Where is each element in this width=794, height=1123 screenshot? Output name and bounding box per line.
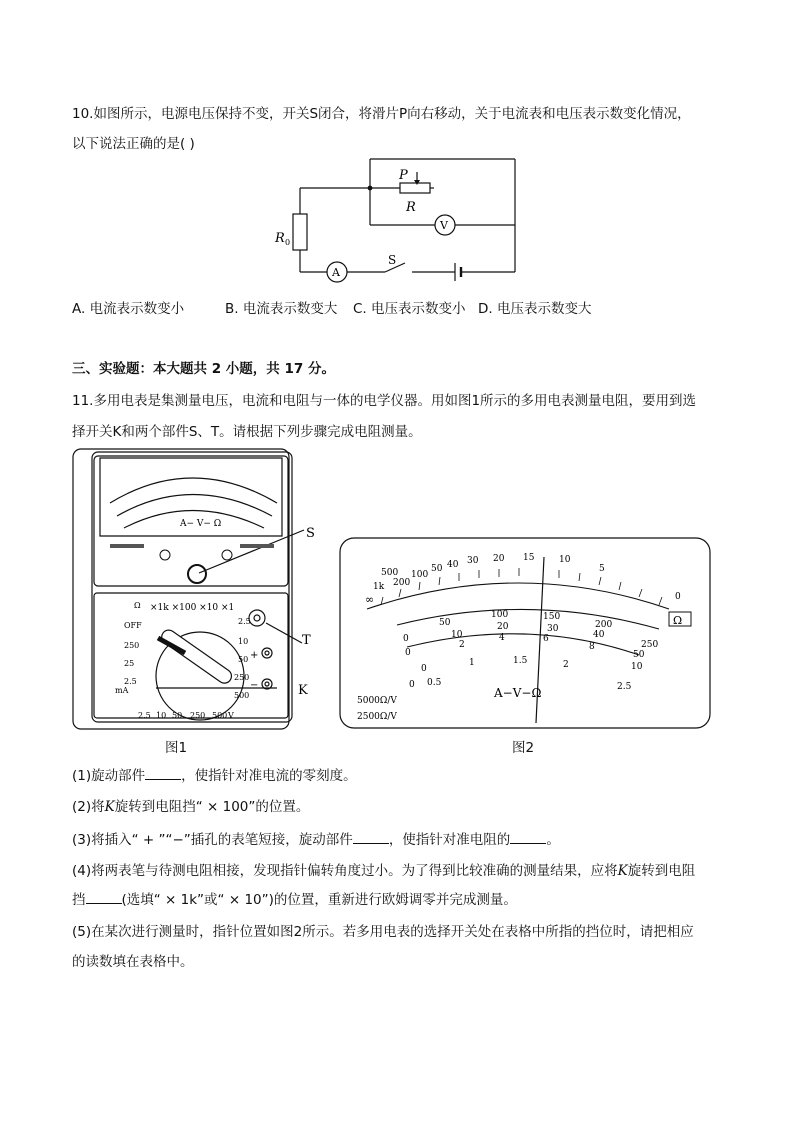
step-4b-post: (选填“ × 1k”或“ × 10”)的位置，重新进行欧姆调零并完成测量。	[121, 892, 517, 908]
fig2-ohm-2: 500	[381, 568, 399, 578]
q10-line2: 以下说法正确的是( )	[72, 136, 195, 152]
step-1	[72, 765, 357, 786]
voltmeter-label: V	[440, 219, 448, 232]
answer-blank-2[interactable]	[353, 829, 389, 844]
step-2-post: 旋转到电阻挡“ × 100”的位置。	[114, 799, 310, 815]
fig2-low-4: 8	[589, 642, 595, 652]
switch-label: S	[388, 253, 397, 267]
fig1-left-range-1: 25	[124, 659, 135, 668]
fig2-ohm-6: 40	[447, 560, 459, 570]
fig1-left-range-2: 2.5	[124, 677, 137, 686]
fig1-plus: +	[250, 650, 259, 661]
step-3-pre: (3)将插入“ + ”“−”插孔的表笔短接，旋动部件	[72, 832, 353, 848]
fig2-mid-0: 0	[405, 648, 411, 658]
step-4b-pre: 挡	[72, 892, 86, 908]
fig1-bottom-range-2: 50	[172, 711, 183, 720]
answer-blank-1[interactable]	[145, 765, 181, 780]
q10-option-a: A. 电流表示数变小	[72, 301, 185, 317]
fig1-label-t: T	[302, 633, 311, 648]
fig2-ohm-5: 50	[431, 564, 443, 574]
fig2-dc-5: 250	[641, 640, 659, 650]
label-p: P	[399, 168, 408, 183]
q11-intro1: 11.多用电表是集测量电压，电流和电阻与一体的电学仪器。用如图1所示的多用电表测量电阻，要用到选	[72, 393, 697, 409]
fig1-bottom-range-1: 10	[156, 711, 167, 720]
fig2-ohm-10: 10	[559, 555, 571, 565]
fig2-ac-3: 1.5	[513, 656, 528, 666]
answer-blank-3[interactable]	[510, 829, 546, 844]
q10-line1: 10.如图所示，电源电压保持不变，开关S闭合，将滑片P向右移动，关于电流表和电压表示数变化情况，	[72, 106, 691, 122]
fig1-off-label: OFF	[124, 621, 142, 630]
fig2-ohm-7: 30	[467, 556, 479, 566]
fig1-ohm-label: Ω	[134, 601, 141, 610]
circuit-diagram	[270, 152, 530, 287]
label-r0-sub: 0	[285, 238, 291, 247]
figure1-caption: 图1	[165, 740, 188, 756]
fig1-ma-label: mA	[115, 686, 129, 695]
fig2-dc-2: 100	[491, 610, 509, 620]
fig1-ranges-top: ×1k ×100 ×10 ×1	[150, 603, 235, 613]
fig1-bottom-range-4: 500	[212, 711, 228, 720]
fig2-ohm-9: 15	[523, 553, 535, 563]
fig2-spec2: 2500Ω/V	[357, 712, 397, 722]
figure2-meter-scale	[339, 537, 713, 733]
fig2-mid-4: 40	[593, 630, 605, 640]
figure1-multimeter	[72, 448, 322, 733]
step-2-pre: (2)将	[72, 799, 105, 815]
fig2-ac-4: 2	[563, 660, 569, 670]
fig2-ohm-4: 100	[411, 570, 429, 580]
fig2-ohm-12: 0	[675, 592, 681, 602]
step-3-mid: ，使指针对准电阻的	[388, 832, 511, 848]
step-4-post: 旋转到电阻	[627, 863, 696, 879]
fig2-ohm-1: 1k	[373, 582, 385, 592]
answer-blank-4[interactable]	[86, 889, 122, 904]
fig1-right-range-1: 10	[238, 637, 249, 646]
fig2-ohm-8: 20	[493, 554, 505, 564]
fig2-ohm-3: 200	[393, 578, 411, 588]
fig2-ohm-11: 5	[599, 564, 605, 574]
fig2-ac-5: 2.5	[617, 682, 632, 692]
step-4-cont	[72, 889, 517, 910]
step-4-pre: (4)将两表笔与待测电阻相接，发现指针偏转角度过小。为了得到比较准确的测量结果，应将	[72, 863, 618, 879]
fig2-low-0: 0	[421, 664, 427, 674]
fig2-mid-3: 30	[547, 624, 559, 634]
fig2-ac-0: 0	[409, 680, 415, 690]
fig1-label-k: K	[298, 683, 308, 698]
fig2-ac-2: 1	[469, 658, 475, 668]
step-2	[72, 797, 309, 817]
q10-option-b: B. 电流表示数变大	[225, 301, 338, 317]
fig2-omega-box: Ω	[673, 614, 683, 627]
q10-option-d: D. 电压表示数变大	[478, 301, 592, 317]
fig2-dc-3: 150	[543, 612, 561, 622]
label-r0: R	[275, 231, 285, 246]
fig2-dc-4: 200	[595, 620, 613, 630]
fig2-low-1: 2	[459, 640, 465, 650]
fig2-ohm-0: ∞	[365, 593, 375, 606]
fig1-left-range-0: 250	[124, 641, 140, 650]
ammeter-label: A	[332, 266, 340, 279]
section-heading: 三、实验题：本大题共 2 小题，共 17 分。	[72, 361, 335, 377]
fig1-label-s: S	[306, 526, 315, 541]
fig2-mid-1: 10	[451, 630, 463, 640]
step-3	[72, 829, 560, 850]
fig1-right-range-4: 500	[234, 691, 250, 700]
step-3-post: 。	[546, 832, 560, 848]
fig2-dc-0: 0	[403, 634, 409, 644]
fig2-low-2: 4	[499, 633, 505, 643]
fig1-avo-label: A− V− Ω	[180, 519, 222, 529]
fig2-dc-1: 50	[439, 618, 451, 628]
fig2-spec1: 5000Ω/V	[357, 696, 397, 706]
fig2-low-5: 10	[631, 662, 643, 672]
step-4	[72, 861, 695, 881]
fig1-right-range-0: 2.5	[238, 617, 251, 626]
fig1-right-range-2: 50	[238, 655, 249, 664]
q11-intro2: 择开关K和两个部件S、T。请根据下列步骤完成电阻测量。	[72, 424, 422, 440]
fig2-mid-5: 50	[633, 650, 645, 660]
fig1-bottom-range-0: 2.5	[138, 711, 151, 720]
fig1-v-label: V	[228, 711, 234, 720]
step-5-cont: 的读数填在表格中。	[72, 954, 194, 970]
step-5: (5)在某次进行测量时，指针位置如图2所示。若多用电表的选择开关处在表格中所指的挡位时，请把相应	[72, 924, 694, 940]
fig2-ac-1: 0.5	[427, 678, 442, 688]
step-1-pre: (1)旋动部件	[72, 768, 146, 784]
fig1-bottom-range-3: 250	[190, 711, 206, 720]
label-r: R	[406, 200, 416, 215]
step-2-k: K	[104, 799, 115, 815]
fig1-minus: −	[250, 680, 259, 691]
fig1-right-range-3: 250	[234, 673, 250, 682]
q10-option-c: C. 电压表示数变小	[353, 301, 466, 317]
step-1-post: ，使指针对准电流的零刻度。	[181, 768, 357, 784]
figure2-caption: 图2	[512, 740, 535, 756]
fig2-mid-2: 20	[497, 622, 509, 632]
fig2-low-3: 6	[543, 634, 549, 644]
fig2-avo-label: A−V−Ω	[494, 686, 542, 700]
step-4-k: K	[617, 863, 628, 879]
